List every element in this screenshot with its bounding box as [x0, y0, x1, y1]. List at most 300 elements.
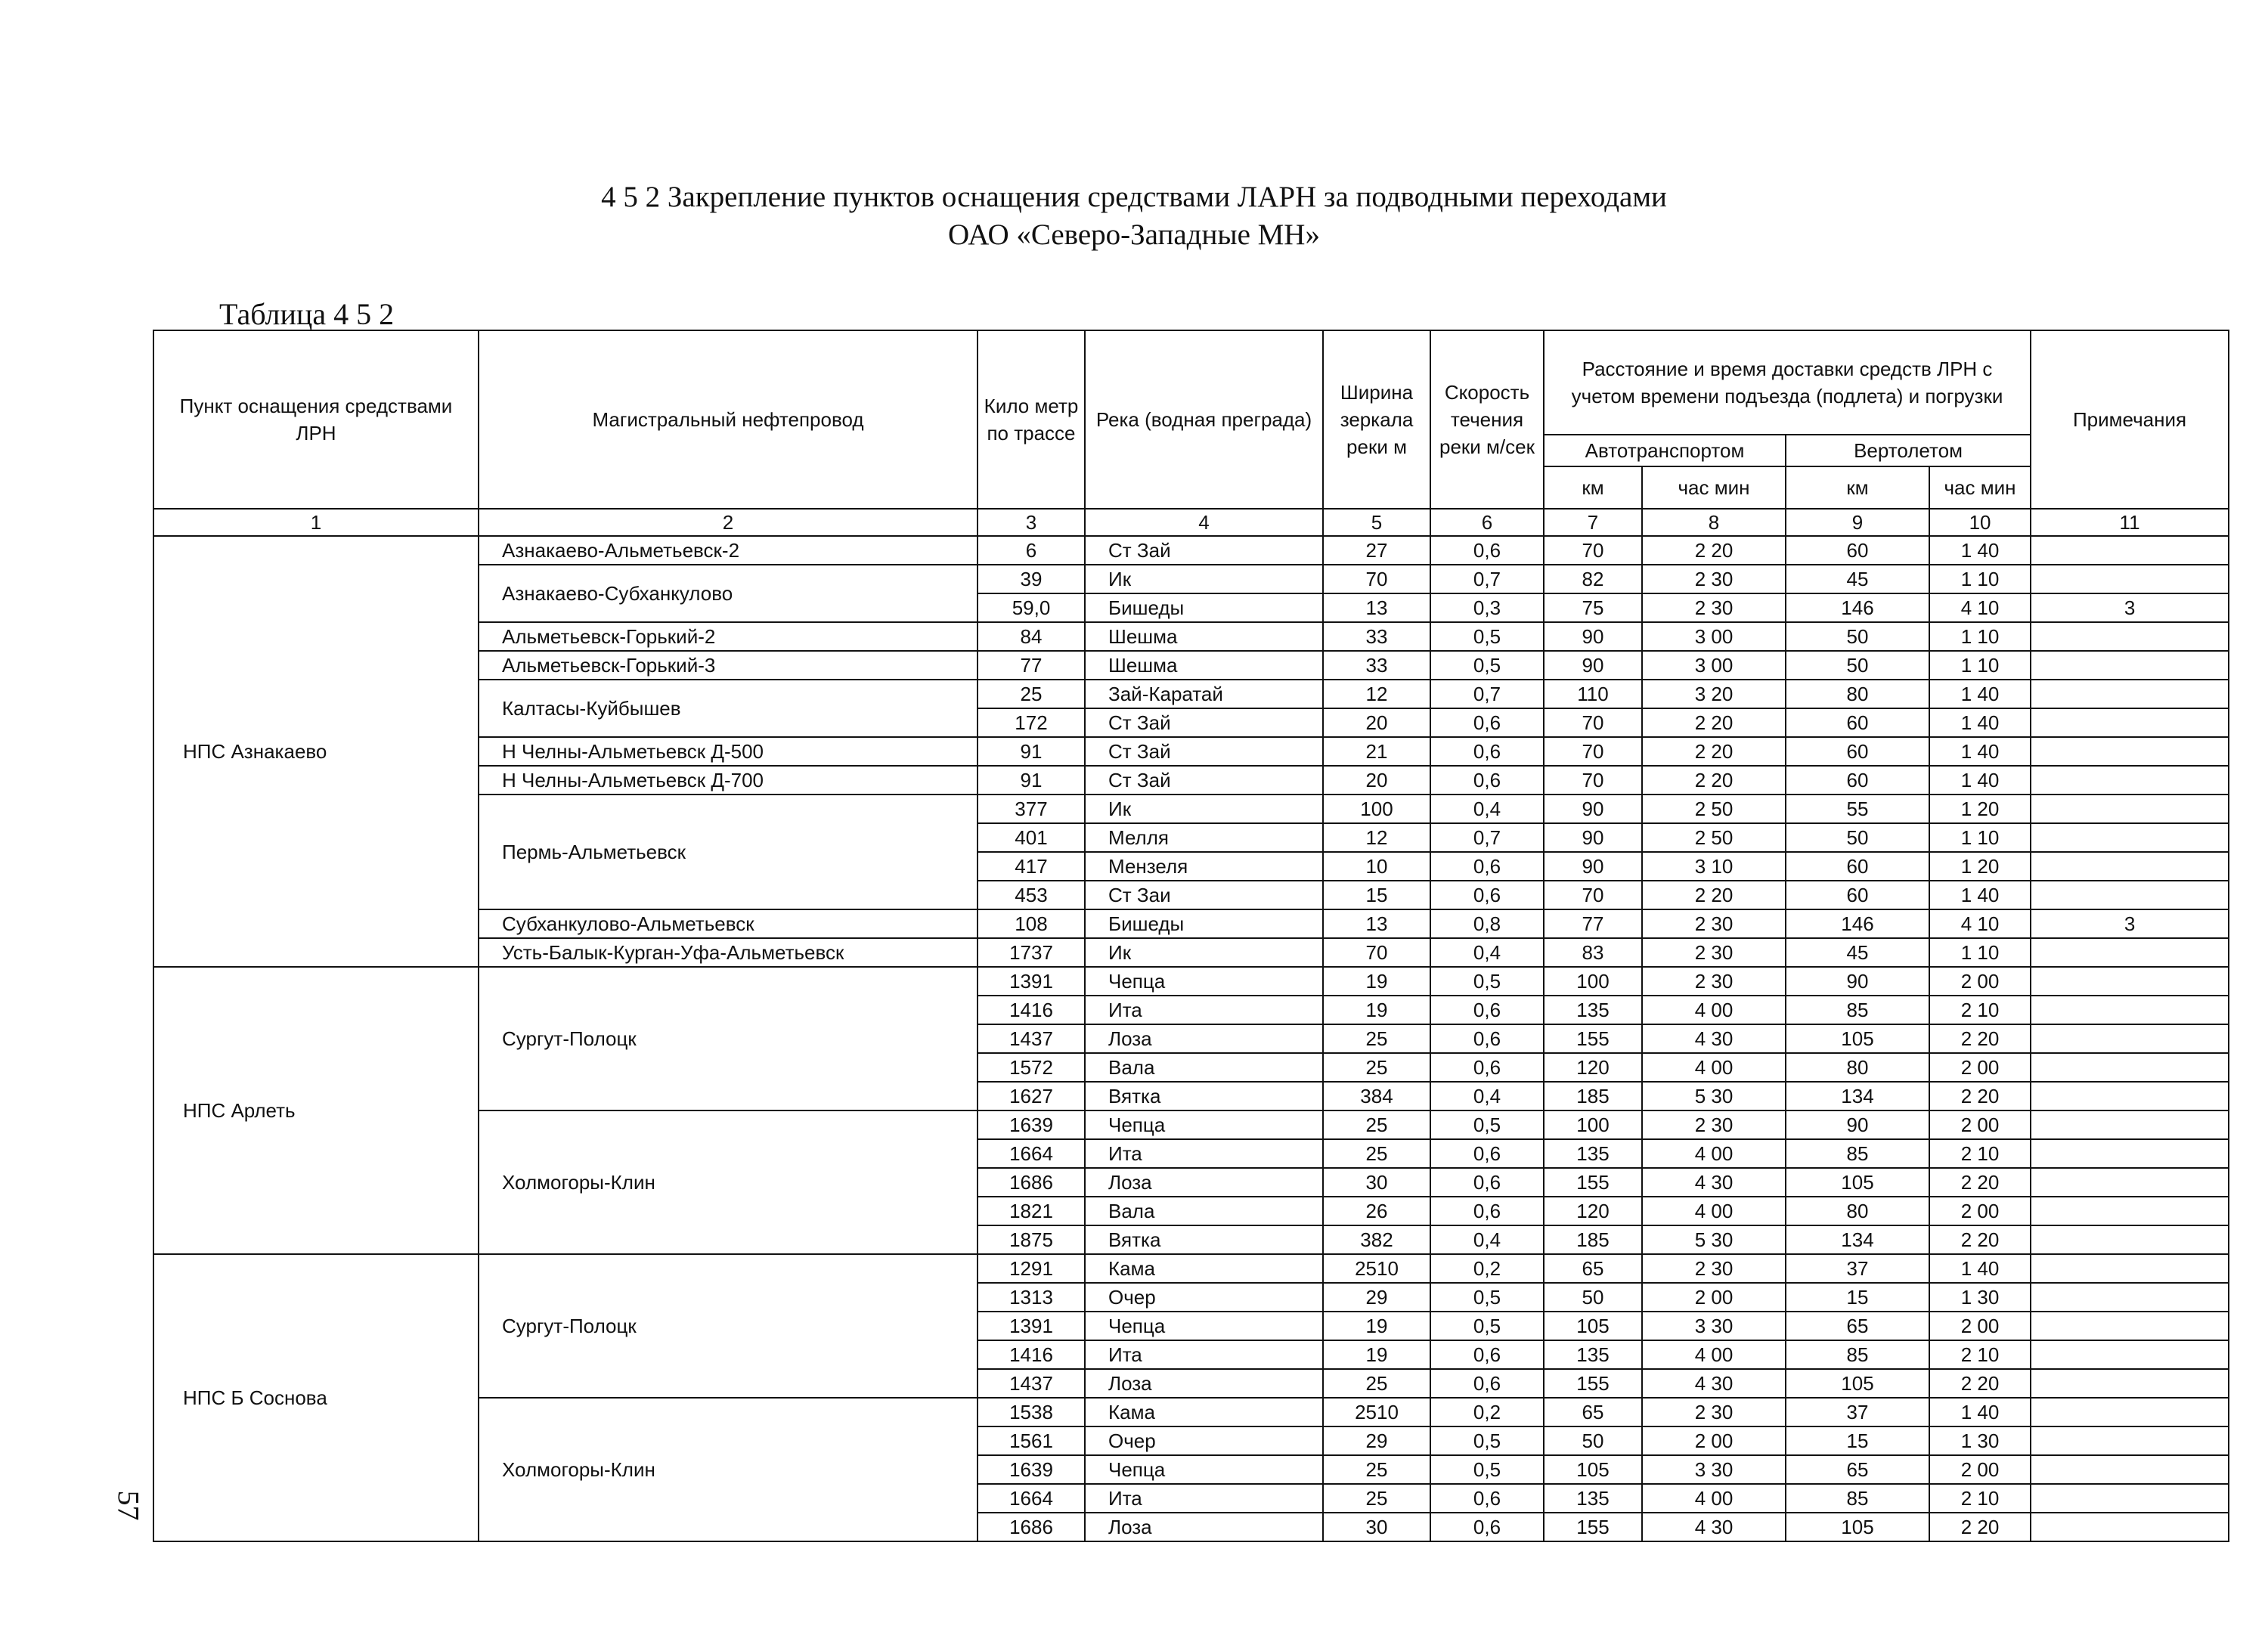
- cell-km: 1416: [978, 996, 1085, 1024]
- cell-auto-time: 2 50: [1642, 823, 1786, 852]
- cell-width: 25: [1323, 1053, 1430, 1082]
- cell-km: 1437: [978, 1369, 1085, 1398]
- cell-auto-km: 105: [1544, 1455, 1642, 1484]
- cell-river: Лоза: [1085, 1168, 1323, 1197]
- table-caption: Таблица 4 5 2: [219, 297, 395, 331]
- pipeline-name: Пермь-Альметьевск: [479, 795, 978, 909]
- cell-note: [2031, 938, 2229, 967]
- cell-auto-time: 4 30: [1642, 1024, 1786, 1053]
- cell-auto-km: 100: [1544, 1110, 1642, 1139]
- cell-speed: 0,6: [1430, 766, 1544, 795]
- cell-auto-km: 120: [1544, 1053, 1642, 1082]
- cell-auto-km: 100: [1544, 967, 1642, 996]
- cell-auto-km: 135: [1544, 1340, 1642, 1369]
- cell-heli-time: 2 20: [1929, 1513, 2031, 1541]
- cell-auto-km: 77: [1544, 909, 1642, 938]
- cell-auto-km: 155: [1544, 1024, 1642, 1053]
- cell-width: 382: [1323, 1225, 1430, 1254]
- cell-note: [2031, 967, 2229, 996]
- cell-auto-time: 2 50: [1642, 795, 1786, 823]
- pipeline-name: Азнакаево-Альметьевск-2: [479, 536, 978, 565]
- header-heli: Вертолетом: [1786, 435, 2031, 466]
- cell-auto-time: 4 00: [1642, 996, 1786, 1024]
- cell-km: 417: [978, 852, 1085, 881]
- pipeline-name: Н Челны-Альметьевск Д-500: [479, 737, 978, 766]
- pipeline-name: Субханкулово-Альметьевск: [479, 909, 978, 938]
- cell-river: Ита: [1085, 1484, 1323, 1513]
- cell-km: 6: [978, 536, 1085, 565]
- cell-speed: 0,7: [1430, 823, 1544, 852]
- cell-width: 13: [1323, 909, 1430, 938]
- cell-heli-time: 2 10: [1929, 1484, 2031, 1513]
- cell-width: 25: [1323, 1369, 1430, 1398]
- cell-auto-km: 50: [1544, 1426, 1642, 1455]
- cell-width: 26: [1323, 1197, 1430, 1225]
- cell-auto-km: 90: [1544, 852, 1642, 881]
- cell-auto-time: 2 30: [1642, 967, 1786, 996]
- cell-speed: 0,7: [1430, 680, 1544, 708]
- col-number: 1: [153, 509, 479, 536]
- cell-note: [2031, 1053, 2229, 1082]
- cell-river: Шешма: [1085, 651, 1323, 680]
- cell-heli-km: 60: [1786, 737, 1929, 766]
- cell-heli-km: 45: [1786, 565, 1929, 593]
- cell-width: 33: [1323, 651, 1430, 680]
- cell-heli-time: 1 30: [1929, 1283, 2031, 1312]
- crossings-table: [153, 330, 2229, 1542]
- cell-heli-km: 105: [1786, 1513, 1929, 1541]
- cell-speed: 0,6: [1430, 1513, 1544, 1541]
- cell-auto-time: 2 20: [1642, 881, 1786, 909]
- cell-width: 20: [1323, 766, 1430, 795]
- cell-heli-km: 146: [1786, 593, 1929, 622]
- header-auto: Автотранспортом: [1544, 435, 1786, 466]
- cell-auto-km: 135: [1544, 996, 1642, 1024]
- cell-auto-km: 155: [1544, 1369, 1642, 1398]
- cell-heli-time: 1 40: [1929, 881, 2031, 909]
- cell-speed: 0,6: [1430, 1340, 1544, 1369]
- col-number: 5: [1323, 509, 1430, 536]
- cell-river: Бишеды: [1085, 909, 1323, 938]
- cell-km: 1639: [978, 1455, 1085, 1484]
- cell-auto-time: 4 30: [1642, 1513, 1786, 1541]
- cell-river: Кама: [1085, 1254, 1323, 1283]
- cell-note: 3: [2031, 593, 2229, 622]
- cell-auto-km: 120: [1544, 1197, 1642, 1225]
- cell-heli-time: 2 00: [1929, 1053, 2031, 1082]
- cell-note: [2031, 1283, 2229, 1312]
- pipeline-name: Н Челны-Альметьевск Д-700: [479, 766, 978, 795]
- cell-width: 12: [1323, 680, 1430, 708]
- cell-width: 25: [1323, 1139, 1430, 1168]
- cell-auto-km: 185: [1544, 1082, 1642, 1110]
- cell-note: [2031, 1225, 2229, 1254]
- cell-auto-time: 4 00: [1642, 1053, 1786, 1082]
- pipeline-name: Холмогоры-Клин: [479, 1110, 978, 1254]
- cell-note: [2031, 996, 2229, 1024]
- cell-speed: 0,5: [1430, 1110, 1544, 1139]
- cell-note: [2031, 1484, 2229, 1513]
- cell-width: 70: [1323, 938, 1430, 967]
- cell-note: [2031, 708, 2229, 737]
- cell-auto-time: 3 30: [1642, 1455, 1786, 1484]
- header-km: Кило метр по трассе: [978, 330, 1085, 509]
- col-number: 3: [978, 509, 1085, 536]
- title-line-2: ОАО «Северо-Западные МН»: [948, 218, 1320, 251]
- cell-auto-km: 70: [1544, 766, 1642, 795]
- cell-width: 19: [1323, 996, 1430, 1024]
- cell-heli-km: 146: [1786, 909, 1929, 938]
- cell-heli-km: 50: [1786, 622, 1929, 651]
- cell-heli-time: 2 00: [1929, 967, 2031, 996]
- cell-heli-km: 90: [1786, 1110, 1929, 1139]
- cell-km: 1313: [978, 1283, 1085, 1312]
- pipeline-name: Альметьевск-Горький-2: [479, 622, 978, 651]
- cell-auto-time: 2 30: [1642, 938, 1786, 967]
- cell-speed: 0,2: [1430, 1398, 1544, 1426]
- cell-speed: 0,5: [1430, 1455, 1544, 1484]
- cell-km: 108: [978, 909, 1085, 938]
- cell-auto-time: 4 00: [1642, 1340, 1786, 1369]
- cell-heli-km: 55: [1786, 795, 1929, 823]
- cell-heli-time: 2 20: [1929, 1082, 2031, 1110]
- cell-note: [2031, 1426, 2229, 1455]
- pipeline-name: Сургут-Полоцк: [479, 1254, 978, 1398]
- cell-heli-time: 1 10: [1929, 622, 2031, 651]
- cell-heli-km: 15: [1786, 1283, 1929, 1312]
- cell-width: 27: [1323, 536, 1430, 565]
- cell-auto-time: 3 10: [1642, 852, 1786, 881]
- cell-note: [2031, 1312, 2229, 1340]
- cell-auto-km: 70: [1544, 536, 1642, 565]
- cell-speed: 0,5: [1430, 622, 1544, 651]
- pipeline-name: Азнакаево-Субханкулово: [479, 565, 978, 622]
- cell-heli-km: 85: [1786, 1484, 1929, 1513]
- cell-km: 1639: [978, 1110, 1085, 1139]
- cell-note: [2031, 766, 2229, 795]
- cell-heli-time: 2 20: [1929, 1024, 2031, 1053]
- cell-note: [2031, 1398, 2229, 1426]
- cell-note: [2031, 1254, 2229, 1283]
- cell-auto-time: 2 30: [1642, 1254, 1786, 1283]
- cell-river: Ита: [1085, 1340, 1323, 1369]
- cell-width: 2510: [1323, 1254, 1430, 1283]
- cell-river: Вятка: [1085, 1082, 1323, 1110]
- cell-auto-time: 2 20: [1642, 536, 1786, 565]
- header-heli-time: час мин: [1929, 466, 2031, 509]
- cell-heli-km: 134: [1786, 1225, 1929, 1254]
- cell-note: 3: [2031, 909, 2229, 938]
- header-notes: Примечания: [2031, 330, 2229, 509]
- cell-auto-km: 90: [1544, 795, 1642, 823]
- cell-heli-km: 65: [1786, 1455, 1929, 1484]
- cell-heli-km: 50: [1786, 651, 1929, 680]
- cell-auto-km: 105: [1544, 1312, 1642, 1340]
- cell-auto-time: 3 00: [1642, 651, 1786, 680]
- cell-heli-km: 85: [1786, 996, 1929, 1024]
- cell-note: [2031, 1024, 2229, 1053]
- cell-auto-time: 2 20: [1642, 737, 1786, 766]
- table-body: [153, 536, 2229, 1541]
- cell-width: 12: [1323, 823, 1430, 852]
- cell-auto-time: 2 30: [1642, 565, 1786, 593]
- cell-km: 1416: [978, 1340, 1085, 1369]
- cell-river: Лоза: [1085, 1369, 1323, 1398]
- cell-note: [2031, 565, 2229, 593]
- cell-speed: 0,6: [1430, 852, 1544, 881]
- cell-auto-time: 4 30: [1642, 1369, 1786, 1398]
- cell-auto-km: 155: [1544, 1513, 1642, 1541]
- cell-heli-km: 80: [1786, 680, 1929, 708]
- cell-auto-time: 2 30: [1642, 909, 1786, 938]
- cell-heli-km: 60: [1786, 766, 1929, 795]
- cell-km: 91: [978, 766, 1085, 795]
- cell-width: 20: [1323, 708, 1430, 737]
- cell-auto-time: 2 20: [1642, 708, 1786, 737]
- cell-km: 39: [978, 565, 1085, 593]
- col-number: 9: [1786, 509, 1929, 536]
- cell-note: [2031, 1168, 2229, 1197]
- cell-heli-time: 1 10: [1929, 938, 2031, 967]
- cell-auto-time: 4 00: [1642, 1484, 1786, 1513]
- table-header: [153, 330, 2229, 536]
- cell-km: 1572: [978, 1053, 1085, 1082]
- station-name: НПС Азнакаево: [153, 536, 479, 967]
- cell-heli-km: 90: [1786, 967, 1929, 996]
- cell-km: 1875: [978, 1225, 1085, 1254]
- cell-speed: 0,3: [1430, 593, 1544, 622]
- cell-river: Кама: [1085, 1398, 1323, 1426]
- cell-km: 25: [978, 680, 1085, 708]
- cell-auto-km: 135: [1544, 1139, 1642, 1168]
- col-number: 10: [1929, 509, 2031, 536]
- col-number: 2: [479, 509, 978, 536]
- cell-heli-time: 1 40: [1929, 737, 2031, 766]
- cell-river: Лоза: [1085, 1024, 1323, 1053]
- cell-width: 70: [1323, 565, 1430, 593]
- cell-note: [2031, 1369, 2229, 1398]
- cell-auto-time: 2 30: [1642, 1110, 1786, 1139]
- cell-auto-km: 90: [1544, 823, 1642, 852]
- cell-heli-km: 15: [1786, 1426, 1929, 1455]
- station-name: НПС Арлеть: [153, 967, 479, 1254]
- cell-speed: 0,6: [1430, 881, 1544, 909]
- cell-km: 1561: [978, 1426, 1085, 1455]
- cell-heli-time: 1 20: [1929, 795, 2031, 823]
- col-number: 11: [2031, 509, 2229, 536]
- cell-river: Вала: [1085, 1197, 1323, 1225]
- cell-auto-time: 5 30: [1642, 1082, 1786, 1110]
- cell-heli-km: 65: [1786, 1312, 1929, 1340]
- cell-heli-time: 2 00: [1929, 1455, 2031, 1484]
- cell-note: [2031, 1455, 2229, 1484]
- cell-note: [2031, 1340, 2229, 1369]
- cell-auto-time: 4 00: [1642, 1139, 1786, 1168]
- cell-auto-km: 185: [1544, 1225, 1642, 1254]
- cell-width: 21: [1323, 737, 1430, 766]
- cell-river: Мелля: [1085, 823, 1323, 852]
- cell-auto-time: 3 20: [1642, 680, 1786, 708]
- cell-auto-km: 65: [1544, 1254, 1642, 1283]
- cell-heli-time: 1 10: [1929, 651, 2031, 680]
- cell-river: Ст Зай: [1085, 766, 1323, 795]
- pipeline-name: Альметьевск-Горький-3: [479, 651, 978, 680]
- cell-width: 25: [1323, 1455, 1430, 1484]
- cell-speed: 0,6: [1430, 708, 1544, 737]
- cell-auto-km: 155: [1544, 1168, 1642, 1197]
- cell-speed: 0,6: [1430, 1139, 1544, 1168]
- cell-auto-time: 4 00: [1642, 1197, 1786, 1225]
- cell-km: 1437: [978, 1024, 1085, 1053]
- cell-km: 401: [978, 823, 1085, 852]
- cell-speed: 0,8: [1430, 909, 1544, 938]
- cell-heli-km: 85: [1786, 1139, 1929, 1168]
- cell-note: [2031, 1082, 2229, 1110]
- cell-speed: 0,6: [1430, 737, 1544, 766]
- header-auto-km: км: [1544, 466, 1642, 509]
- cell-speed: 0,2: [1430, 1254, 1544, 1283]
- header-speed: Скорость течения реки м/сек: [1430, 330, 1544, 509]
- cell-note: [2031, 1513, 2229, 1541]
- cell-river: Лоза: [1085, 1513, 1323, 1541]
- cell-width: 384: [1323, 1082, 1430, 1110]
- cell-river: Бишеды: [1085, 593, 1323, 622]
- cell-note: [2031, 1110, 2229, 1139]
- cell-width: 2510: [1323, 1398, 1430, 1426]
- cell-heli-km: 45: [1786, 938, 1929, 967]
- cell-heli-time: 1 40: [1929, 708, 2031, 737]
- cell-speed: 0,5: [1430, 651, 1544, 680]
- cell-river: Шешма: [1085, 622, 1323, 651]
- col-number: 8: [1642, 509, 1786, 536]
- cell-speed: 0,5: [1430, 1283, 1544, 1312]
- cell-km: 77: [978, 651, 1085, 680]
- col-number: 6: [1430, 509, 1544, 536]
- cell-km: 1391: [978, 1312, 1085, 1340]
- cell-river: Вятка: [1085, 1225, 1323, 1254]
- cell-note: [2031, 536, 2229, 565]
- cell-speed: 0,4: [1430, 1082, 1544, 1110]
- column-numbers-row: [153, 509, 2229, 536]
- pipeline-name: Холмогоры-Клин: [479, 1398, 978, 1541]
- cell-width: 19: [1323, 967, 1430, 996]
- cell-width: 25: [1323, 1110, 1430, 1139]
- cell-heli-km: 50: [1786, 823, 1929, 852]
- cell-auto-km: 82: [1544, 565, 1642, 593]
- cell-km: 84: [978, 622, 1085, 651]
- cell-river: Чепца: [1085, 1455, 1323, 1484]
- cell-heli-km: 105: [1786, 1369, 1929, 1398]
- cell-river: Очер: [1085, 1426, 1323, 1455]
- pipeline-name: Усть-Балык-Курган-Уфа-Альметьевск: [479, 938, 978, 967]
- cell-speed: 0,5: [1430, 1426, 1544, 1455]
- station-name: НПС Б Соснова: [153, 1254, 479, 1541]
- cell-km: 1686: [978, 1168, 1085, 1197]
- cell-note: [2031, 1197, 2229, 1225]
- cell-auto-km: 70: [1544, 737, 1642, 766]
- cell-heli-km: 134: [1786, 1082, 1929, 1110]
- cell-km: 1664: [978, 1484, 1085, 1513]
- cell-km: 1737: [978, 938, 1085, 967]
- header-pipeline: Магистральный нефтепровод: [479, 330, 978, 509]
- cell-river: Ст Зай: [1085, 708, 1323, 737]
- header-station: Пункт оснащения средствами ЛРН: [153, 330, 479, 509]
- cell-auto-km: 110: [1544, 680, 1642, 708]
- header-width: Ширина зеркала реки м: [1323, 330, 1430, 509]
- cell-auto-km: 83: [1544, 938, 1642, 967]
- cell-auto-time: 2 00: [1642, 1426, 1786, 1455]
- cell-auto-km: 70: [1544, 881, 1642, 909]
- cell-width: 19: [1323, 1312, 1430, 1340]
- cell-km: 59,0: [978, 593, 1085, 622]
- header-river: Река (водная преграда): [1085, 330, 1323, 509]
- cell-speed: 0,4: [1430, 938, 1544, 967]
- cell-speed: 0,6: [1430, 1484, 1544, 1513]
- cell-heli-time: 1 40: [1929, 766, 2031, 795]
- cell-river: Вала: [1085, 1053, 1323, 1082]
- page-number: 57: [111, 1490, 146, 1521]
- cell-width: 25: [1323, 1484, 1430, 1513]
- cell-river: Ст Заи: [1085, 881, 1323, 909]
- cell-river: Чепца: [1085, 1110, 1323, 1139]
- table-row: [153, 1254, 2229, 1283]
- cell-heli-time: 1 10: [1929, 823, 2031, 852]
- cell-heli-km: 60: [1786, 881, 1929, 909]
- cell-auto-time: 2 30: [1642, 593, 1786, 622]
- cell-width: 30: [1323, 1168, 1430, 1197]
- cell-river: Ст Зай: [1085, 737, 1323, 766]
- cell-river: Ик: [1085, 565, 1323, 593]
- cell-note: [2031, 1139, 2229, 1168]
- cell-heli-time: 1 10: [1929, 565, 2031, 593]
- cell-heli-time: 1 40: [1929, 680, 2031, 708]
- cell-km: 1538: [978, 1398, 1085, 1426]
- cell-heli-time: 2 20: [1929, 1168, 2031, 1197]
- cell-width: 10: [1323, 852, 1430, 881]
- cell-auto-time: 3 00: [1642, 622, 1786, 651]
- cell-auto-km: 90: [1544, 622, 1642, 651]
- cell-note: [2031, 622, 2229, 651]
- cell-auto-time: 2 30: [1642, 1398, 1786, 1426]
- cell-speed: 0,6: [1430, 1024, 1544, 1053]
- cell-heli-time: 1 40: [1929, 1254, 2031, 1283]
- cell-river: Ита: [1085, 996, 1323, 1024]
- cell-heli-time: 4 10: [1929, 909, 2031, 938]
- cell-width: 33: [1323, 622, 1430, 651]
- cell-auto-time: 5 30: [1642, 1225, 1786, 1254]
- header-auto-time: час мин: [1642, 466, 1786, 509]
- header-delivery: Расстояние и время доставки средств ЛРН с учетом времени подъезда (подлета) и погрузки: [1544, 330, 2031, 435]
- cell-speed: 0,4: [1430, 795, 1544, 823]
- table-row: [153, 536, 2229, 565]
- cell-heli-time: 2 00: [1929, 1110, 2031, 1139]
- cell-km: 453: [978, 881, 1085, 909]
- cell-heli-km: 60: [1786, 708, 1929, 737]
- cell-km: 1686: [978, 1513, 1085, 1541]
- cell-heli-time: 1 40: [1929, 1398, 2031, 1426]
- cell-heli-time: 2 10: [1929, 1340, 2031, 1369]
- cell-speed: 0,6: [1430, 1369, 1544, 1398]
- cell-note: [2031, 852, 2229, 881]
- cell-auto-km: 65: [1544, 1398, 1642, 1426]
- cell-river: Ст Зай: [1085, 536, 1323, 565]
- cell-km: 1821: [978, 1197, 1085, 1225]
- cell-heli-time: 1 30: [1929, 1426, 2031, 1455]
- cell-heli-km: 80: [1786, 1197, 1929, 1225]
- cell-speed: 0,5: [1430, 1312, 1544, 1340]
- cell-km: 1627: [978, 1082, 1085, 1110]
- cell-km: 1291: [978, 1254, 1085, 1283]
